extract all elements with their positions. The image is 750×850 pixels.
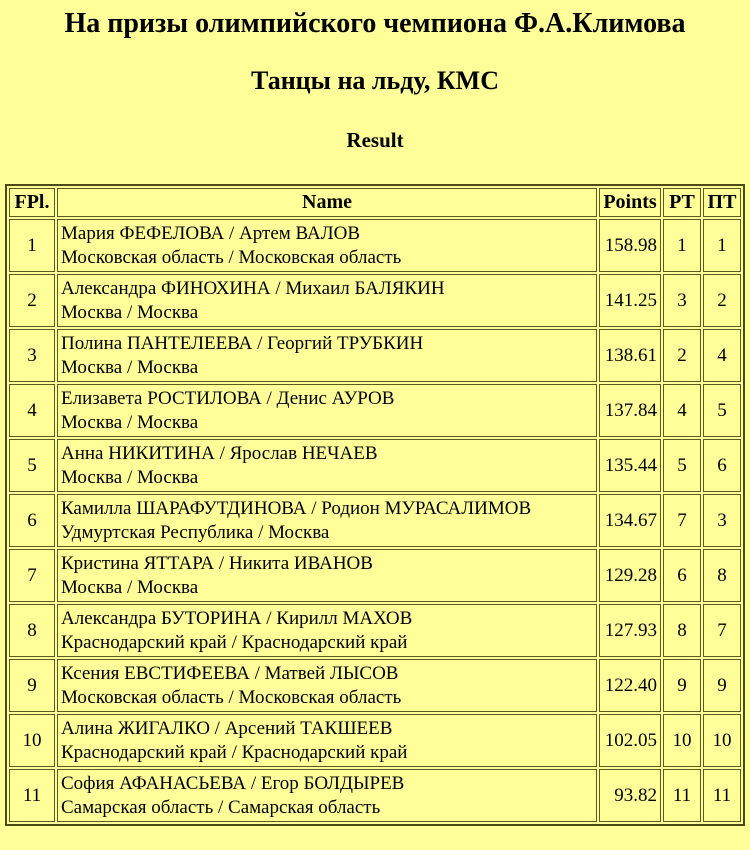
couple-regions: Краснодарский край / Краснодарский край	[61, 741, 408, 763]
result-heading: Result	[346, 128, 404, 153]
couple-names: Кристина ЯТТАРА / Никита ИВАНОВ	[61, 552, 373, 574]
points-cell: 129.28	[599, 549, 661, 602]
results-body	[9, 219, 741, 822]
couple-regions: Краснодарский край / Краснодарский край	[61, 631, 408, 653]
table-row	[9, 384, 741, 437]
rt-cell: 8	[663, 604, 701, 657]
table-row	[9, 659, 741, 712]
rt-cell: 4	[663, 384, 701, 437]
name-cell	[57, 439, 597, 492]
table-row	[9, 219, 741, 272]
header-row	[9, 188, 741, 217]
event-subtitle: Танцы на льду, КМС	[251, 66, 499, 96]
couple-names: Александра ФИНОХИНА / Михаил БАЛЯКИН	[61, 277, 445, 299]
final-place-cell: 11	[9, 769, 55, 822]
header-points: Points	[599, 188, 661, 217]
couple-regions: Москва / Москва	[61, 301, 199, 323]
name-cell	[57, 604, 597, 657]
couple-regions: Москва / Москва	[61, 576, 199, 598]
pt-cell: 5	[703, 384, 741, 437]
points-cell: 138.61	[599, 329, 661, 382]
table-row	[9, 604, 741, 657]
rt-cell: 11	[663, 769, 701, 822]
pt-cell: 11	[703, 769, 741, 822]
name-cell	[57, 714, 597, 767]
name-cell	[57, 659, 597, 712]
final-place-cell: 3	[9, 329, 55, 382]
name-cell	[57, 494, 597, 547]
header-name: Name	[57, 188, 597, 217]
couple-regions: Московская область / Московская область	[61, 686, 402, 708]
pt-cell: 4	[703, 329, 741, 382]
rt-cell: 6	[663, 549, 701, 602]
final-place-cell: 8	[9, 604, 55, 657]
final-place-cell: 2	[9, 274, 55, 327]
pt-cell: 8	[703, 549, 741, 602]
final-place-cell: 4	[9, 384, 55, 437]
pt-cell: 6	[703, 439, 741, 492]
final-place-cell: 6	[9, 494, 55, 547]
points-cell: 135.44	[599, 439, 661, 492]
pt-cell: 3	[703, 494, 741, 547]
rt-cell: 2	[663, 329, 701, 382]
rt-cell: 1	[663, 219, 701, 272]
final-place-cell: 7	[9, 549, 55, 602]
points-cell: 127.93	[599, 604, 661, 657]
final-place-cell: 9	[9, 659, 55, 712]
pt-cell: 1	[703, 219, 741, 272]
rt-cell: 7	[663, 494, 701, 547]
couple-names: Ксения ЕВСТИФЕЕВА / Матвей ЛЫСОВ	[61, 662, 399, 684]
rt-cell: 10	[663, 714, 701, 767]
couple-regions: Самарская область / Самарская область	[61, 796, 381, 818]
couple-names: Мария ФЕФЕЛОВА / Артем ВАЛОВ	[61, 222, 361, 244]
table-row	[9, 329, 741, 382]
points-cell: 102.05	[599, 714, 661, 767]
points-cell: 93.82	[599, 769, 661, 822]
final-place-cell: 10	[9, 714, 55, 767]
points-cell: 137.84	[599, 384, 661, 437]
couple-regions: Москва / Москва	[61, 356, 199, 378]
couple-names: Алина ЖИГАЛКО / Арсений ТАКШЕЕВ	[61, 717, 393, 739]
header-fpl: FPl.	[9, 188, 55, 217]
name-cell	[57, 769, 597, 822]
couple-names: Анна НИКИТИНА / Ярослав НЕЧАЕВ	[61, 442, 378, 464]
couple-regions: Москва / Москва	[61, 466, 199, 488]
pt-cell: 10	[703, 714, 741, 767]
competition-title: На призы олимпийского чемпиона Ф.А.Климова	[64, 8, 686, 39]
couple-names: Камилла ШАРАФУТДИНОВА / Родион МУРАСАЛИМОВ	[61, 497, 532, 519]
table-row	[9, 494, 741, 547]
header-pt: ПТ	[703, 188, 741, 217]
name-cell	[57, 219, 597, 272]
table-row	[9, 769, 741, 822]
couple-regions: Московская область / Московская область	[61, 246, 402, 268]
rt-cell: 5	[663, 439, 701, 492]
header-rt: РТ	[663, 188, 701, 217]
pt-cell: 7	[703, 604, 741, 657]
couple-names: Полина ПАНТЕЛЕЕВА / Георгий ТРУБКИН	[61, 332, 424, 354]
pt-cell: 9	[703, 659, 741, 712]
rt-cell: 3	[663, 274, 701, 327]
name-cell	[57, 274, 597, 327]
table-row	[9, 274, 741, 327]
couple-names: Елизавета РОСТИЛОВА / Денис АУРОВ	[61, 387, 395, 409]
points-cell: 134.67	[599, 494, 661, 547]
points-cell: 141.25	[599, 274, 661, 327]
name-cell	[57, 549, 597, 602]
final-place-cell: 5	[9, 439, 55, 492]
name-cell	[57, 384, 597, 437]
results-table	[5, 184, 745, 826]
table-row	[9, 714, 741, 767]
rt-cell: 9	[663, 659, 701, 712]
name-cell	[57, 329, 597, 382]
final-place-cell: 1	[9, 219, 55, 272]
points-cell: 158.98	[599, 219, 661, 272]
table-row	[9, 549, 741, 602]
points-cell: 122.40	[599, 659, 661, 712]
couple-names: София АФАНАСЬЕВА / Егор БОЛДЫРЕВ	[61, 772, 405, 794]
couple-names: Александра БУТОРИНА / Кирилл МАХОВ	[61, 607, 413, 629]
couple-regions: Удмуртская Республика / Москва	[61, 521, 330, 543]
pt-cell: 2	[703, 274, 741, 327]
table-row	[9, 439, 741, 492]
couple-regions: Москва / Москва	[61, 411, 199, 433]
